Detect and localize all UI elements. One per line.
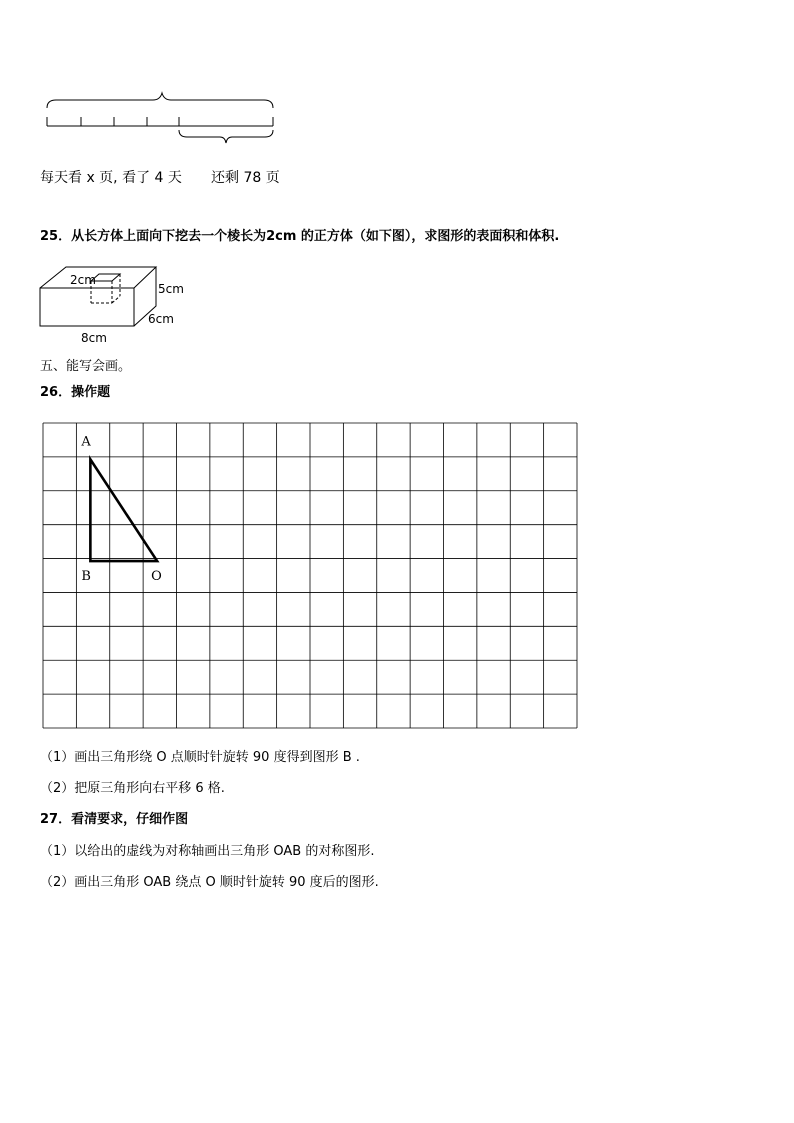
cuboid-figure	[36, 262, 196, 348]
q26-title: 26．操作题	[40, 385, 111, 400]
q27-title: 27．看清要求，仔细作图	[40, 812, 189, 827]
vertex-label-o: O	[151, 569, 162, 585]
triangle-oab	[90, 459, 157, 561]
bottom-brace	[179, 130, 273, 143]
q24-caption-right: 还剩 78 页	[211, 170, 280, 186]
q24-caption-left: 每天看 x 页, 看了 4 天	[40, 170, 182, 186]
section5-title: 五、能写会画。	[40, 359, 132, 374]
grid-lines	[43, 423, 577, 728]
label-height: 5cm	[158, 282, 184, 296]
vertex-label-a: A	[81, 434, 91, 450]
label-cube-edge: 2cm	[70, 273, 96, 287]
segment-ticks	[47, 117, 273, 126]
cuboid-front-face	[40, 288, 134, 326]
label-depth: 6cm	[148, 312, 174, 326]
q27-task-1: （1）以给出的虚线为对称轴画出三角形 OAB 的对称图形.	[40, 844, 375, 859]
vertex-label-b: B	[81, 569, 91, 585]
q25-question: 25．从长方体上面向下挖去一个棱长为2cm 的正方体（如下图），求图形的表面积和体积.	[40, 229, 560, 244]
q26-task-2: （2）把原三角形向右平移 6 格.	[40, 781, 225, 796]
label-length: 8cm	[81, 331, 107, 345]
q27-task-2: （2）画出三角形 OAB 绕点 O 顺时针旋转 90 度后的图形.	[40, 875, 379, 890]
segment-diagram	[40, 88, 280, 148]
q26-task-1: （1）画出三角形绕 O 点顺时针旋转 90 度得到图形 B .	[40, 750, 360, 765]
cuboid-top-face	[40, 267, 156, 288]
top-brace	[47, 93, 273, 108]
drawing-grid	[42, 422, 578, 729]
